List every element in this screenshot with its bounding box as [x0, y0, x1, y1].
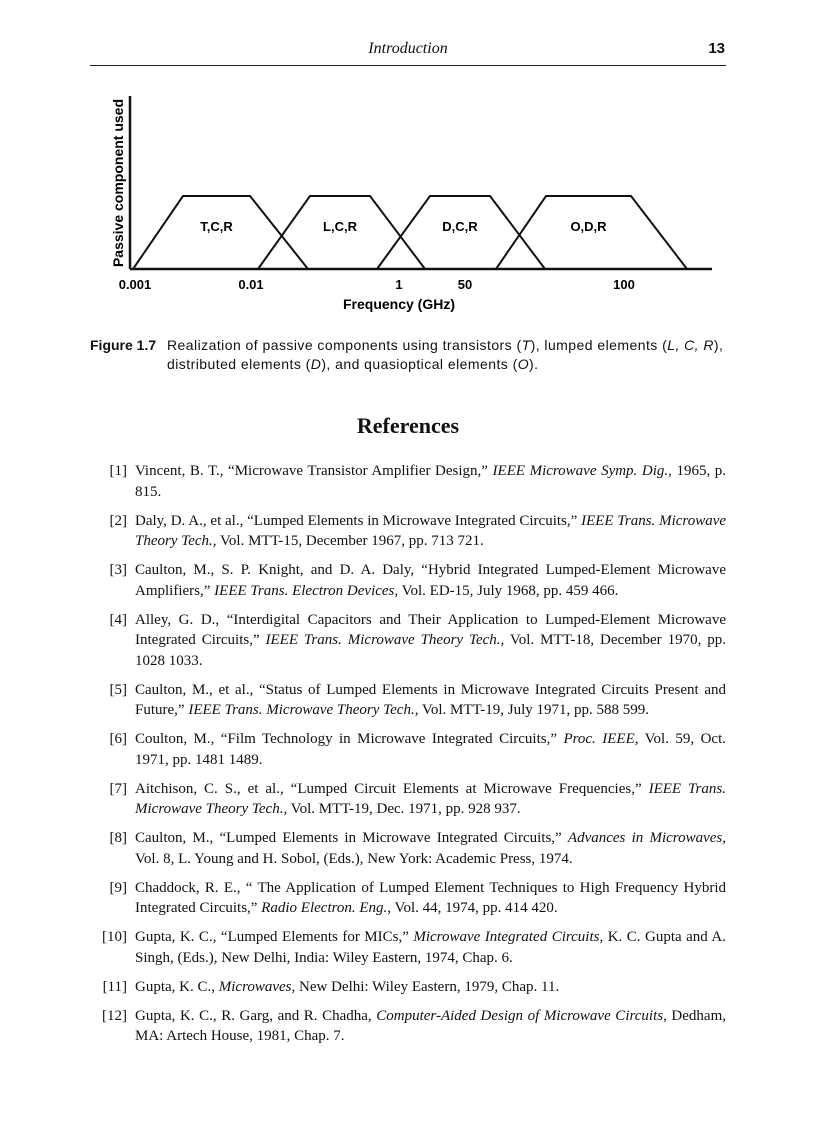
reference-item [90, 779, 726, 820]
reference-text [135, 461, 726, 502]
reference-text [135, 927, 726, 968]
reference-number: [8] [109, 830, 127, 846]
reference-authors-title: Coulton, M., “Film Technology in Microwave Integrated Circuits,” [135, 731, 564, 747]
x-tick-label: 1 [395, 277, 403, 292]
reference-details: Dedham, MA: Artech House, 1981, Chap. 7. [135, 1007, 726, 1044]
reference-source: Proc. IEEE, [563, 731, 639, 747]
references-heading: References [356, 413, 460, 438]
reference-details: K. C. Gupta and A. Singh, (Eds.), New Delhi, India: Wiley Eastern, 1974, Chap. 6. [135, 929, 727, 966]
reference-details: Vol. MTT-19, Dec. 1971, pp. 928 937. [287, 801, 521, 817]
reference-details: Vol. MTT-19, July 1971, pp. 588 599. [418, 702, 650, 718]
figure-1-7-chart [0, 0, 816, 330]
reference-text [135, 729, 726, 770]
reference-text [135, 560, 726, 601]
reference-source: IEEE Trans. Microwave Theory Tech., [188, 702, 419, 718]
reference-authors-title: Gupta, K. C., [135, 978, 219, 995]
reference-details: Vol. MTT-18, December 1970, pp. 1028 1033. [135, 632, 726, 669]
reference-text [135, 610, 726, 672]
reference-source: IEEE Trans. Microwave Theory Tech., [135, 512, 727, 549]
reference-number: [7] [109, 780, 127, 797]
reference-details: Vol. 44, 1974, pp. 414 420. [391, 900, 558, 916]
reference-source: IEEE Trans. Electron Devices, [214, 582, 399, 599]
page-number: 13 [708, 40, 725, 57]
region-label: D,C,R [442, 219, 478, 234]
reference-item [90, 878, 726, 919]
reference-source: IEEE Trans. Microwave Theory Tech., [265, 632, 505, 648]
caption-part: ), and quasioptical elements ( [321, 356, 518, 372]
reference-number: [6] [109, 731, 127, 747]
reference-source: IEEE Microwave Symp. Dig., [492, 463, 672, 479]
reference-authors-title: Daly, D. A., et al., “Lumped Elements in Microwave Integrated Circuits,” [135, 512, 582, 529]
reference-number: [5] [109, 681, 127, 698]
reference-authors-title: Chaddock, R. E., “ The Application of Lumped Element Techniques to High Frequency Hybrid Integrated Circuits,” [135, 879, 726, 916]
reference-authors-title: Caulton, M., “Lumped Elements in Microwave Integrated Circuits,” [135, 830, 568, 846]
reference-item [90, 828, 726, 869]
figure-caption [90, 336, 730, 374]
caption-part: ), lumped elements ( [530, 337, 668, 353]
caption-symbol: O [517, 356, 530, 372]
reference-source: Radio Electron. Eng., [261, 900, 392, 916]
reference-text [135, 511, 726, 552]
reference-item [90, 1006, 726, 1047]
reference-text [135, 680, 726, 721]
reference-authors-title: Alley, G. D., “Interdigital Capacitors and Their Application to Lumped-Element Microwave Integrated Circuits,” [135, 611, 726, 648]
reference-number: [11] [102, 978, 127, 995]
caption-part: ), distributed elements ( [167, 337, 724, 372]
reference-number: [3] [109, 562, 127, 578]
y-axis-group [110, 96, 130, 269]
region-label: O,D,R [570, 219, 607, 234]
references-list [90, 461, 726, 1055]
reference-source: Microwave Integrated Circuits, [413, 929, 604, 945]
y-axis-label: Passive component used [110, 98, 126, 268]
reference-details: 1965, p. 815. [135, 463, 727, 500]
reference-number: [12] [102, 1007, 127, 1024]
reference-authors-title: Caulton, M., et al., “Status of Lumped Elements in Microwave Integrated Circuits Present and Future,” [135, 681, 726, 718]
reference-authors-title: Vincent, B. T., “Microwave Transistor Amplifier Design,” [135, 463, 493, 479]
caption-part: Realization of passive components using transistors ( [167, 337, 522, 353]
reference-source: Microwaves, [218, 978, 296, 995]
reference-authors-title: Gupta, K. C., R. Garg, and R. Chadha, [135, 1007, 377, 1024]
figure-caption-text [167, 336, 730, 374]
reference-text [135, 1006, 726, 1047]
reference-details: Vol. 59, Oct. 1971, pp. 1481 1489. [135, 731, 727, 768]
reference-item [90, 461, 726, 502]
reference-details: Vol. 8, L. Young and H. Sobol, (Eds.), New York: Academic Press, 1974. [135, 850, 573, 867]
reference-text [135, 977, 726, 998]
reference-number: [1] [109, 463, 127, 479]
reference-number: [10] [102, 929, 127, 945]
reference-details: Vol. MTT-15, December 1967, pp. 713 721. [216, 533, 484, 549]
figure-label: Figure 1.7 [90, 337, 157, 353]
region-label: L,C,R [323, 219, 357, 234]
reference-source: Computer-Aided Design of Microwave Circuits, [376, 1007, 667, 1024]
x-tick-label: 0.001 [118, 277, 152, 292]
reference-text [135, 779, 726, 820]
x-tick-label: 0.01 [238, 277, 264, 292]
reference-item [90, 680, 726, 721]
reference-details: New Delhi: Wiley Eastern, 1979, Chap. 11. [295, 978, 560, 995]
reference-item [90, 927, 726, 968]
x-tick-label: 100 [613, 277, 635, 292]
reference-number: [2] [109, 512, 127, 529]
reference-item [90, 511, 726, 552]
reference-authors-title: Aitchison, C. S., et al., “Lumped Circuit Elements at Microwave Frequencies,” [135, 780, 649, 797]
running-title: Introduction [368, 40, 448, 57]
caption-symbol: L, C, R [667, 337, 714, 353]
reference-number: [4] [109, 611, 127, 628]
reference-text [135, 878, 726, 919]
reference-number: [9] [109, 879, 127, 896]
reference-item [90, 977, 726, 998]
reference-item [90, 560, 726, 601]
caption-symbol: D [310, 356, 322, 372]
reference-item [90, 729, 726, 770]
region-label: T,C,R [200, 219, 233, 234]
x-axis-label: Frequency (GHz) [342, 296, 456, 312]
caption-symbol: T [521, 337, 531, 353]
reference-item [90, 610, 726, 672]
reference-authors-title: Caulton, M., S. P. Knight, and D. A. Daly, “Hybrid Integrated Lumped-Element Microwave Amplifiers,” [135, 562, 726, 599]
reference-text [135, 828, 726, 869]
reference-source: IEEE Trans. Microwave Theory Tech., [135, 780, 726, 817]
x-tick-label: 50 [457, 277, 473, 292]
reference-authors-title: Gupta, K. C., “Lumped Elements for MICs,” [135, 929, 414, 945]
reference-details: Vol. ED-15, July 1968, pp. 459 466. [398, 582, 619, 599]
reference-source: Advances in Microwaves, [567, 830, 726, 846]
caption-part: ). [529, 356, 539, 372]
